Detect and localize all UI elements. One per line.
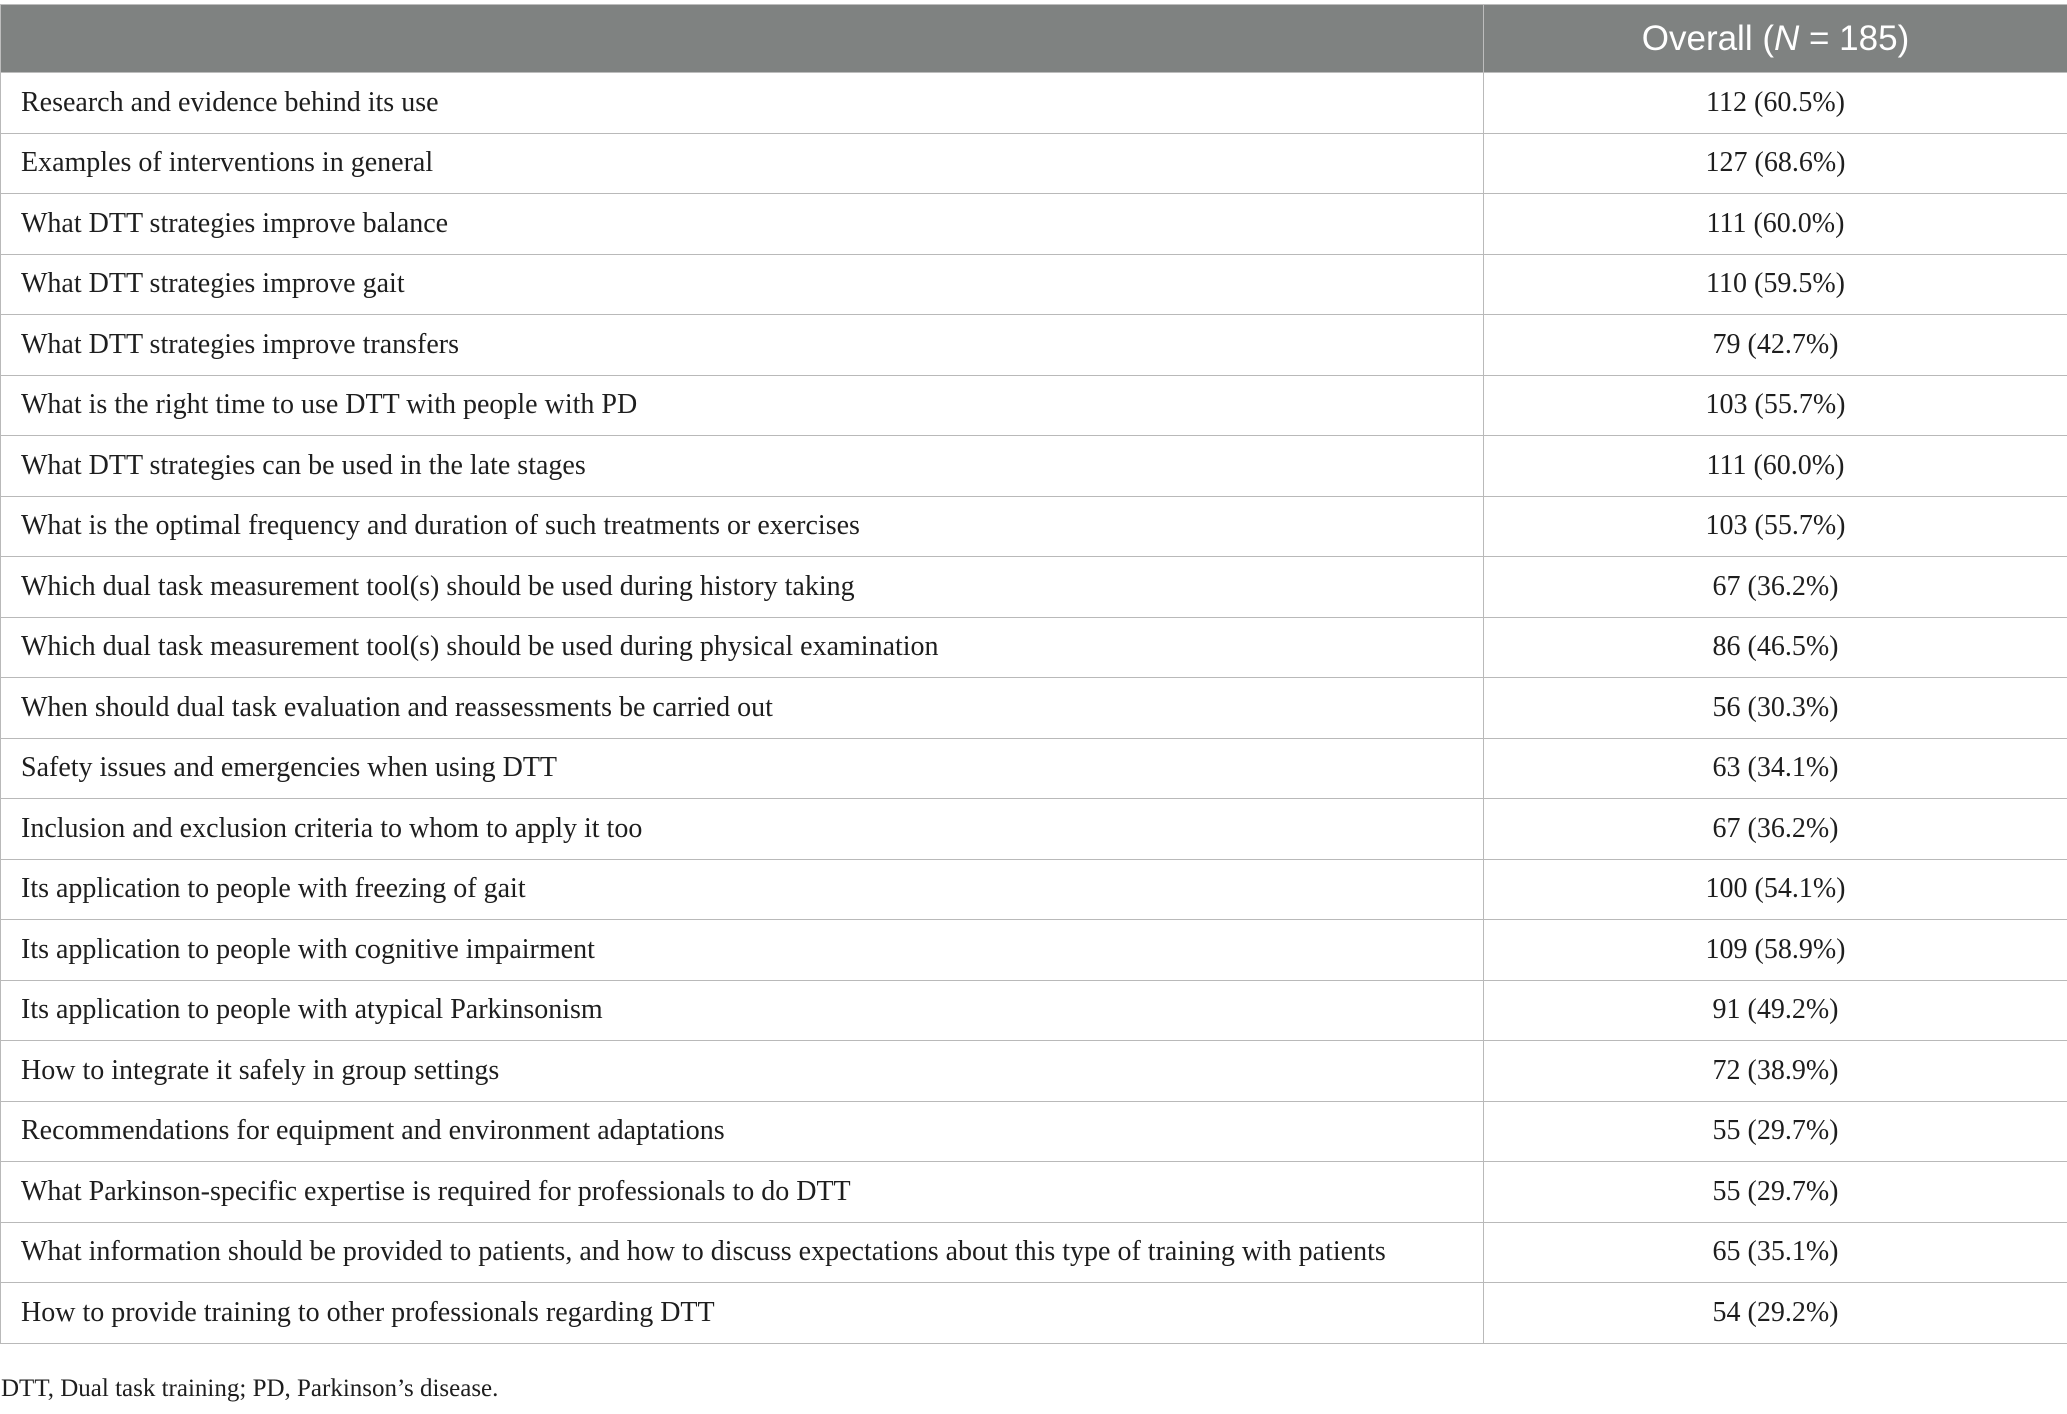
- table-row: [1, 859, 2067, 920]
- table-row: [1, 315, 2067, 376]
- row-value: 103 (55.7%): [1484, 496, 2067, 557]
- row-label: Inclusion and exclusion criteria to whom to apply it too: [1, 799, 1484, 860]
- row-label: How to provide training to other professionals regarding DTT: [1, 1283, 1484, 1344]
- row-value: 109 (58.9%): [1484, 920, 2067, 981]
- row-value: 55 (29.7%): [1484, 1162, 2067, 1223]
- row-value: 112 (60.5%): [1484, 73, 2067, 134]
- row-label: Which dual task measurement tool(s) should be used during history taking: [1, 557, 1484, 618]
- data-table-container: [0, 4, 2067, 1344]
- row-label: How to integrate it safely in group settings: [1, 1041, 1484, 1102]
- row-label: Recommendations for equipment and environment adaptations: [1, 1101, 1484, 1162]
- table-row: [1, 194, 2067, 255]
- row-label: What Parkinson-specific expertise is required for professionals to do DTT: [1, 1162, 1484, 1223]
- row-label: What DTT strategies improve balance: [1, 194, 1484, 255]
- table-row: [1, 73, 2067, 134]
- row-value: 55 (29.7%): [1484, 1101, 2067, 1162]
- table-row: [1, 436, 2067, 497]
- row-label: Examples of interventions in general: [1, 133, 1484, 194]
- row-label: When should dual task evaluation and reassessments be carried out: [1, 678, 1484, 739]
- row-label: Safety issues and emergencies when using DTT: [1, 738, 1484, 799]
- row-value: 67 (36.2%): [1484, 799, 2067, 860]
- row-value: 111 (60.0%): [1484, 436, 2067, 497]
- row-label: Its application to people with atypical Parkinsonism: [1, 980, 1484, 1041]
- table-row: [1, 1041, 2067, 1102]
- row-value: 67 (36.2%): [1484, 557, 2067, 618]
- table-row: [1, 557, 2067, 618]
- table-row: [1, 980, 2067, 1041]
- table-row: [1, 1283, 2067, 1344]
- row-value: 56 (30.3%): [1484, 678, 2067, 739]
- row-label: Its application to people with freezing of gait: [1, 859, 1484, 920]
- row-value: 65 (35.1%): [1484, 1222, 2067, 1283]
- row-label: What DTT strategies improve gait: [1, 254, 1484, 315]
- row-label: Research and evidence behind its use: [1, 73, 1484, 134]
- header-overall-n: N: [1774, 18, 1800, 58]
- table-row: [1, 678, 2067, 739]
- row-value: 86 (46.5%): [1484, 617, 2067, 678]
- row-label: What DTT strategies improve transfers: [1, 315, 1484, 376]
- table-row: [1, 738, 2067, 799]
- row-value: 103 (55.7%): [1484, 375, 2067, 436]
- row-label: What DTT strategies can be used in the late stages: [1, 436, 1484, 497]
- row-label: Which dual task measurement tool(s) should be used during physical examination: [1, 617, 1484, 678]
- row-value: 91 (49.2%): [1484, 980, 2067, 1041]
- table-row: [1, 496, 2067, 557]
- row-value: 63 (34.1%): [1484, 738, 2067, 799]
- header-overall-prefix: Overall (: [1641, 18, 1774, 58]
- table-header-row: [1, 5, 2067, 73]
- header-overall-suffix: = 185): [1799, 18, 1910, 58]
- table-row: [1, 375, 2067, 436]
- header-overall-column: [1484, 5, 2067, 73]
- table-row: [1, 1162, 2067, 1223]
- row-value: 72 (38.9%): [1484, 1041, 2067, 1102]
- row-value: 127 (68.6%): [1484, 133, 2067, 194]
- row-value: 54 (29.2%): [1484, 1283, 2067, 1344]
- table-row: [1, 254, 2067, 315]
- data-table: [0, 4, 2067, 1344]
- row-value: 100 (54.1%): [1484, 859, 2067, 920]
- row-value: 79 (42.7%): [1484, 315, 2067, 376]
- header-label-column: [1, 5, 1484, 73]
- table-row: [1, 1222, 2067, 1283]
- row-value: 110 (59.5%): [1484, 254, 2067, 315]
- row-label: Its application to people with cognitive impairment: [1, 920, 1484, 981]
- table-row: [1, 1101, 2067, 1162]
- table-row: [1, 799, 2067, 860]
- row-value: 111 (60.0%): [1484, 194, 2067, 255]
- table-row: [1, 617, 2067, 678]
- table-row: [1, 920, 2067, 981]
- row-label: What is the right time to use DTT with people with PD: [1, 375, 1484, 436]
- row-label: What is the optimal frequency and duration of such treatments or exercises: [1, 496, 1484, 557]
- table-row: [1, 133, 2067, 194]
- row-label: What information should be provided to patients, and how to discuss expectations about this type of training with patients: [1, 1222, 1484, 1283]
- table-footnote: DTT, Dual task training; PD, Parkinson’s disease.: [1, 1375, 499, 1402]
